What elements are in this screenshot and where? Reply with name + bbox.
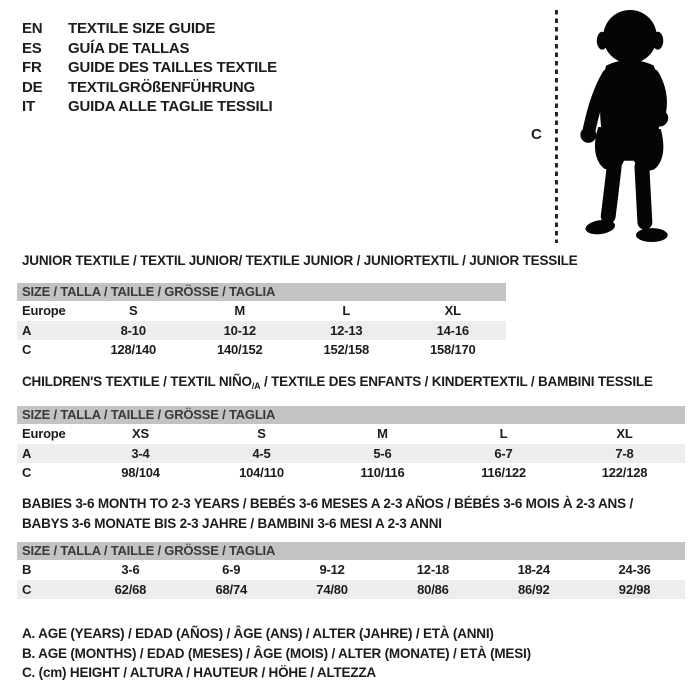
table-cell: 74/80	[316, 581, 348, 597]
table-cell: 12-13	[330, 322, 363, 338]
table-cell: 68/74	[215, 581, 248, 597]
row-label: B	[22, 562, 32, 577]
table-row	[17, 580, 685, 600]
section-title-line	[22, 514, 685, 534]
language-row	[22, 19, 277, 39]
row-label: Europe	[22, 303, 66, 318]
section-childrens-textile	[17, 372, 685, 483]
row-label: C	[22, 342, 32, 357]
table-cell: M	[377, 426, 388, 441]
language-label: GUIDA ALLE TAGLIE TESSILI	[68, 98, 273, 116]
section-title-text: CHILDREN'S TEXTILE / TEXTIL NIÑO	[22, 374, 252, 389]
table-cell: 14-16	[436, 322, 469, 338]
table-cell: S	[257, 426, 266, 441]
section-title-line	[22, 494, 685, 514]
table-cell: 4-5	[252, 445, 271, 461]
table-cell: XL	[616, 426, 633, 441]
section-title-text: BABIES 3-6 MONTH TO 2-3 YEARS / BEBÉS 3-6 MESES A 2-3 AÑOS / BÉBÉS 3-6 MOIS À 2-3 ANS /	[22, 496, 633, 511]
table-cell: 3-6	[121, 562, 140, 577]
table-cell: 80/86	[417, 581, 449, 597]
table-cell: L	[342, 303, 351, 318]
table-row	[17, 340, 506, 360]
language-code: DE	[22, 78, 43, 96]
table-cell: 116/122	[481, 465, 526, 480]
language-code: ES	[22, 39, 42, 57]
table-row	[17, 321, 506, 341]
section-babies-textile	[17, 494, 685, 599]
section-junior-textile	[17, 251, 577, 360]
section-title-line	[22, 251, 577, 271]
footnote-line: B. AGE (MONTHS) / EDAD (MESES) / ÂGE (MOIS) / ALTER (MONATE) / ETÀ (MESI)	[22, 645, 531, 661]
size-table-babies	[17, 542, 685, 599]
table-cell: 5-6	[373, 445, 392, 461]
table-cell: 86/92	[517, 581, 550, 597]
table-cell: 9-12	[319, 562, 345, 577]
table-row	[17, 463, 685, 483]
table-cell: L	[499, 426, 508, 441]
row-label: A	[22, 445, 32, 461]
table-cell: 158/170	[429, 342, 476, 357]
language-code: FR	[22, 59, 42, 77]
table-cell: 128/140	[110, 342, 157, 357]
table-cell: 3-4	[131, 445, 150, 461]
footnotes	[22, 624, 531, 683]
size-table-junior	[17, 283, 506, 360]
section-title	[22, 372, 685, 394]
language-label: GUIDE DES TAILLES TEXTILE	[68, 59, 277, 77]
footnote-line: A. AGE (YEARS) / EDAD (AÑOS) / ÂGE (ANS) / ALTER (JAHRE) / ETÀ (ANNI)	[22, 626, 494, 641]
table-row	[17, 424, 685, 444]
table-cell: 12-18	[416, 562, 450, 577]
table-cell: 110/116	[360, 465, 405, 480]
table-cell: 18-24	[517, 562, 550, 577]
language-label: TEXTILGRÖßENFÜHRUNG	[68, 78, 256, 96]
section-title-text: /A	[251, 381, 261, 391]
language-label: GUÍA DE TALLAS	[68, 39, 190, 57]
table-cell: S	[129, 303, 138, 318]
section-title	[22, 251, 577, 271]
table-header-band: SIZE / TALLA / TAILLE / GRÖSSE / TAGLIA	[17, 283, 506, 301]
table-row	[17, 560, 685, 580]
table-cell: 98/104	[121, 465, 160, 480]
table-cell: 122/128	[601, 465, 648, 480]
section-title-text: / TEXTILE DES ENFANTS / KINDERTEXTIL / BAMBINI TESSILE	[260, 374, 653, 389]
language-code: IT	[22, 98, 35, 116]
table-cell: XS	[132, 426, 149, 441]
table-cell: 62/68	[114, 581, 147, 597]
table-cell: 92/98	[618, 581, 651, 597]
section-title-text: BABYS 3-6 MONATE BIS 2-3 JAHRE / BAMBINI 3-6 MESI A 2-3 ANNI	[22, 515, 442, 531]
footnote-line: C. (cm) HEIGHT / ALTURA / HAUTEUR / HÖHE / ALTEZZA	[22, 665, 376, 681]
size-table-children	[17, 406, 685, 483]
language-code: EN	[22, 20, 43, 38]
table-cell: 8-10	[120, 322, 146, 338]
table-cell: 6-7	[494, 445, 513, 461]
table-cell: 140/152	[216, 342, 263, 357]
language-list	[22, 19, 277, 117]
row-label: C	[22, 465, 32, 480]
table-row	[17, 444, 685, 464]
table-cell: 6-9	[222, 562, 241, 577]
language-row	[22, 58, 277, 78]
section-title-line	[22, 372, 685, 394]
section-title-text: JUNIOR TEXTILE / TEXTIL JUNIOR/ TEXTILE JUNIOR / JUNIORTEXTIL / JUNIOR TESSILE	[22, 253, 578, 268]
table-cell: 104/110	[239, 465, 284, 480]
table-cell: 152/158	[323, 342, 370, 357]
toddler-silhouette-icon	[566, 6, 696, 244]
table-cell: 24-36	[618, 562, 651, 577]
table-cell: 7-8	[615, 445, 634, 461]
table-cell: 10-12	[223, 322, 256, 338]
table-cell: M	[234, 303, 246, 318]
table-header-band: SIZE / TALLA / TAILLE / GRÖSSE / TAGLIA	[17, 542, 685, 560]
language-label: TEXTILE SIZE GUIDE	[68, 20, 216, 38]
language-row	[22, 78, 277, 98]
table-header-band: SIZE / TALLA / TAILLE / GRÖSSE / TAGLIA	[17, 406, 685, 424]
row-label: Europe	[22, 426, 66, 441]
height-measure-label: C	[531, 126, 542, 143]
table-row	[17, 301, 506, 321]
row-label: A	[22, 322, 32, 338]
row-label: C	[22, 581, 32, 597]
section-title	[22, 494, 685, 533]
language-row	[22, 39, 277, 59]
language-row	[22, 97, 277, 117]
table-cell: XL	[444, 303, 461, 318]
height-dotted-line	[555, 10, 558, 243]
